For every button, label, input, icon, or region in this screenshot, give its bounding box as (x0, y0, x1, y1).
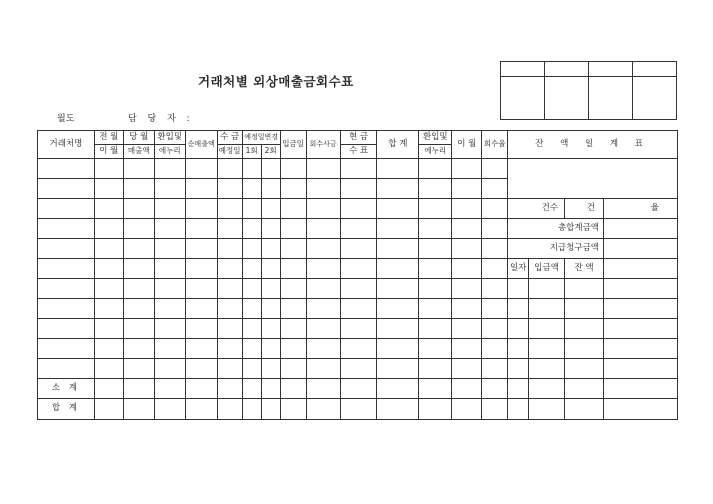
cell[interactable] (261, 379, 280, 399)
cell[interactable] (217, 359, 242, 379)
cell[interactable] (419, 379, 452, 399)
cell[interactable] (280, 259, 306, 279)
cell[interactable] (280, 319, 306, 339)
header-rate: 회수율 (482, 131, 508, 159)
cell[interactable] (340, 299, 377, 319)
cell[interactable] (123, 219, 154, 239)
header-prev-month-2: 이 월 (94, 145, 123, 159)
cell[interactable] (154, 199, 185, 219)
header-cash-2: 수 표 (340, 145, 377, 159)
cell[interactable] (217, 159, 242, 179)
cell[interactable] (123, 279, 154, 299)
cell[interactable] (306, 339, 340, 359)
cell[interactable] (217, 379, 242, 399)
cell[interactable] (154, 219, 185, 239)
cell[interactable] (280, 239, 306, 259)
balance-extra-cell[interactable] (604, 319, 678, 339)
cell[interactable] (185, 199, 217, 219)
count-label: 건수 (508, 199, 565, 219)
cell[interactable] (94, 239, 123, 259)
cell[interactable] (377, 379, 419, 399)
header-collection-amount: 회수사금 (306, 131, 340, 159)
cell[interactable] (242, 339, 261, 359)
cell[interactable] (185, 239, 217, 259)
cell[interactable] (242, 299, 261, 319)
cell[interactable] (123, 339, 154, 359)
balance-extra-cell[interactable] (604, 379, 678, 399)
header-change-1: 1회 (242, 145, 261, 159)
cell[interactable] (185, 259, 217, 279)
cell[interactable] (452, 399, 482, 420)
approval-cell[interactable] (501, 62, 545, 77)
balance-cell[interactable] (565, 319, 604, 339)
cell[interactable] (452, 359, 482, 379)
total-amount-value[interactable] (604, 219, 678, 239)
cell[interactable] (185, 379, 217, 399)
cell[interactable] (452, 199, 482, 219)
cell[interactable] (306, 379, 340, 399)
deposit-cell[interactable] (529, 319, 565, 339)
cell[interactable] (280, 299, 306, 319)
cell[interactable] (217, 279, 242, 299)
cell[interactable] (185, 359, 217, 379)
cell[interactable] (419, 239, 452, 259)
table-row (38, 299, 678, 319)
cell[interactable] (217, 319, 242, 339)
cell[interactable] (482, 359, 508, 379)
cell[interactable] (340, 239, 377, 259)
manager-label-text: 담 당 자 : (128, 114, 194, 124)
date-cell[interactable] (508, 279, 529, 299)
approval-sign-cell[interactable] (589, 77, 633, 120)
cell[interactable] (419, 159, 452, 179)
cell[interactable] (261, 239, 280, 259)
cell[interactable] (217, 299, 242, 319)
cell[interactable] (123, 199, 154, 219)
cell[interactable] (482, 219, 508, 239)
table-row (38, 339, 678, 359)
balance-extra-cell[interactable] (604, 359, 678, 379)
header-month-2: 매출액 (123, 145, 154, 159)
date-cell[interactable] (508, 319, 529, 339)
deposit-header: 입금액 (529, 259, 565, 279)
cell[interactable] (340, 339, 377, 359)
cell[interactable] (38, 199, 95, 219)
cell[interactable] (94, 199, 123, 219)
cell[interactable] (94, 259, 123, 279)
count-unit: 건 (565, 199, 604, 219)
cell[interactable] (280, 199, 306, 219)
cell[interactable] (482, 159, 508, 179)
cell[interactable] (482, 239, 508, 259)
cell[interactable] (340, 399, 377, 420)
cell[interactable] (261, 339, 280, 359)
cell[interactable] (482, 279, 508, 299)
cell[interactable] (280, 359, 306, 379)
approval-sign-cell[interactable] (633, 77, 677, 120)
balance-cell[interactable] (565, 399, 604, 420)
cell[interactable] (123, 259, 154, 279)
cell[interactable] (94, 279, 123, 299)
cell[interactable] (185, 319, 217, 339)
cell[interactable] (280, 219, 306, 239)
cell[interactable] (242, 319, 261, 339)
cell[interactable] (38, 339, 95, 359)
balance-extra-cell[interactable] (604, 279, 678, 299)
cell[interactable] (340, 159, 377, 179)
cell[interactable] (452, 179, 482, 199)
cell[interactable] (482, 179, 508, 199)
cell[interactable] (242, 399, 261, 420)
cell[interactable] (452, 339, 482, 359)
rate-unit: 율 (604, 199, 678, 219)
cell[interactable] (306, 299, 340, 319)
cell[interactable] (280, 399, 306, 420)
cell[interactable] (242, 199, 261, 219)
cell[interactable] (154, 299, 185, 319)
table-row (38, 359, 678, 379)
table-row (38, 319, 678, 339)
cell[interactable] (38, 159, 95, 179)
cell[interactable] (306, 219, 340, 239)
header-cash-1: 현 금 (340, 131, 377, 145)
cell[interactable] (306, 279, 340, 299)
table-row (38, 159, 678, 179)
cell[interactable] (280, 339, 306, 359)
cell[interactable] (94, 399, 123, 420)
cell[interactable] (38, 279, 95, 299)
cell[interactable] (38, 359, 95, 379)
cell[interactable] (482, 199, 508, 219)
header-balance-table: 잔 액 일 계 표 (508, 131, 678, 159)
cell[interactable] (185, 399, 217, 420)
cell[interactable] (261, 219, 280, 239)
cell[interactable] (242, 379, 261, 399)
cell[interactable] (261, 159, 280, 179)
cell[interactable] (340, 199, 377, 219)
cell[interactable] (123, 359, 154, 379)
cell[interactable] (419, 299, 452, 319)
balance-cell[interactable] (565, 299, 604, 319)
cell[interactable] (217, 219, 242, 239)
table-row (38, 239, 678, 259)
cell[interactable] (452, 219, 482, 239)
header-carry: 이 월 (452, 131, 482, 159)
cell[interactable] (38, 319, 95, 339)
cell[interactable] (154, 319, 185, 339)
cell[interactable] (377, 359, 419, 379)
cell[interactable] (340, 219, 377, 239)
cell[interactable] (377, 319, 419, 339)
cell[interactable] (38, 239, 95, 259)
month-label: 월도 (57, 114, 75, 124)
cell[interactable] (123, 179, 154, 199)
cell[interactable] (419, 319, 452, 339)
cell[interactable] (261, 259, 280, 279)
cell[interactable] (154, 239, 185, 259)
cell[interactable] (154, 339, 185, 359)
header-return2-1: 환입및 (419, 131, 452, 145)
cell[interactable] (340, 319, 377, 339)
cell[interactable] (377, 159, 419, 179)
total-amount-label: 총합계금액 (508, 219, 604, 239)
cell[interactable] (217, 239, 242, 259)
cell[interactable] (242, 219, 261, 239)
deposit-cell[interactable] (529, 379, 565, 399)
form-title: 거래처별 외상매출금회수표 (198, 74, 354, 89)
total-row (38, 399, 678, 420)
header-month-1: 당 월 (123, 131, 154, 145)
cell[interactable] (217, 339, 242, 359)
date-header: 일자 (508, 259, 529, 279)
table-row (38, 279, 678, 299)
header-collection-2: 예정일 (217, 145, 242, 159)
cell[interactable] (306, 179, 340, 199)
header-prev-month-1: 전 월 (94, 131, 123, 145)
table-row (38, 259, 678, 279)
header-return2-2: 에누리 (419, 145, 452, 159)
cell[interactable] (261, 299, 280, 319)
deposit-cell[interactable] (529, 359, 565, 379)
approval-cell[interactable] (633, 62, 677, 77)
cell[interactable] (242, 159, 261, 179)
cell[interactable] (217, 199, 242, 219)
payment-request-value[interactable] (604, 239, 678, 259)
cell[interactable] (452, 239, 482, 259)
cell[interactable] (38, 259, 95, 279)
cell[interactable] (306, 199, 340, 219)
cell[interactable] (123, 299, 154, 319)
cell[interactable] (306, 259, 340, 279)
cell[interactable] (185, 159, 217, 179)
cell[interactable] (377, 199, 419, 219)
approval-box (500, 61, 677, 120)
cell[interactable] (123, 159, 154, 179)
cell[interactable] (185, 179, 217, 199)
balance-cell[interactable] (565, 279, 604, 299)
cell[interactable] (377, 339, 419, 359)
cell[interactable] (94, 359, 123, 379)
cell[interactable] (185, 219, 217, 239)
cell[interactable] (377, 179, 419, 199)
cell[interactable] (340, 259, 377, 279)
cell[interactable] (452, 379, 482, 399)
collection-table (37, 130, 678, 420)
cell[interactable] (154, 279, 185, 299)
payment-request-label: 지급청구금액 (508, 239, 604, 259)
cell[interactable] (377, 239, 419, 259)
cell[interactable] (242, 179, 261, 199)
balance-extra-cell[interactable] (604, 339, 678, 359)
cell[interactable] (280, 379, 306, 399)
balance-cell[interactable] (565, 339, 604, 359)
cell[interactable] (261, 399, 280, 420)
cell[interactable] (452, 159, 482, 179)
cell[interactable] (419, 179, 452, 199)
header-net-sales: 순매출액 (185, 131, 217, 159)
approval-cell[interactable] (589, 62, 633, 77)
balance-cell[interactable] (565, 379, 604, 399)
cell[interactable] (419, 279, 452, 299)
header-return-2: 에누리 (154, 145, 185, 159)
deposit-cell[interactable] (529, 399, 565, 420)
cell[interactable] (261, 359, 280, 379)
cell[interactable] (419, 399, 452, 420)
manager-label (128, 111, 194, 124)
cell[interactable] (94, 299, 123, 319)
cell[interactable] (217, 179, 242, 199)
cell[interactable] (217, 399, 242, 420)
deposit-cell[interactable] (529, 339, 565, 359)
header-change-2: 2회 (261, 145, 280, 159)
cell[interactable] (482, 339, 508, 359)
cell[interactable] (377, 219, 419, 239)
cell[interactable] (340, 359, 377, 379)
cell[interactable] (242, 359, 261, 379)
cell[interactable] (154, 179, 185, 199)
cell[interactable] (452, 299, 482, 319)
deposit-cell[interactable] (529, 279, 565, 299)
cell[interactable] (419, 359, 452, 379)
cell[interactable] (123, 239, 154, 259)
approval-cell[interactable] (545, 62, 589, 77)
cell[interactable] (280, 159, 306, 179)
cell[interactable] (242, 259, 261, 279)
cell[interactable] (419, 219, 452, 239)
cell[interactable] (38, 299, 95, 319)
cell[interactable] (154, 159, 185, 179)
cell[interactable] (306, 359, 340, 379)
cell[interactable] (123, 399, 154, 420)
cell[interactable] (482, 299, 508, 319)
balance-extra-cell[interactable] (604, 299, 678, 319)
cell[interactable] (482, 399, 508, 420)
date-cell[interactable] (508, 399, 529, 420)
cell[interactable] (38, 179, 95, 199)
cell[interactable] (261, 319, 280, 339)
cell[interactable] (94, 179, 123, 199)
cell[interactable] (280, 179, 306, 199)
cell[interactable] (123, 379, 154, 399)
cell[interactable] (482, 259, 508, 279)
cell[interactable] (340, 379, 377, 399)
header-deposit-date: 입금일 (280, 131, 306, 159)
balance-blank-area (508, 159, 678, 199)
cell[interactable] (377, 279, 419, 299)
header-sum: 합 계 (377, 131, 419, 159)
cell[interactable] (261, 179, 280, 199)
cell[interactable] (452, 259, 482, 279)
total-label: 합 계 (38, 399, 95, 420)
cell[interactable] (340, 279, 377, 299)
balance-cell[interactable] (565, 359, 604, 379)
cell[interactable] (306, 159, 340, 179)
date-cell[interactable] (508, 299, 529, 319)
cell[interactable] (419, 259, 452, 279)
cell[interactable] (154, 379, 185, 399)
cell[interactable] (482, 379, 508, 399)
cell[interactable] (242, 279, 261, 299)
cell[interactable] (377, 399, 419, 420)
subtotal-row (38, 379, 678, 399)
approval-sign-cell[interactable] (545, 77, 589, 120)
date-cell[interactable] (508, 359, 529, 379)
cell[interactable] (452, 279, 482, 299)
header-schedule-change: 예정일변경 (242, 131, 280, 145)
header-return-1: 환입및 (154, 131, 185, 145)
cell[interactable] (306, 399, 340, 420)
cell[interactable] (419, 339, 452, 359)
header-client: 거래처명 (38, 131, 95, 159)
cell[interactable] (242, 239, 261, 259)
header-collection-1: 수 금 (217, 131, 242, 145)
cell[interactable] (280, 279, 306, 299)
cell[interactable] (185, 299, 217, 319)
cell[interactable] (185, 279, 217, 299)
cell[interactable] (261, 279, 280, 299)
cell[interactable] (94, 219, 123, 239)
cell[interactable] (340, 179, 377, 199)
cell[interactable] (452, 319, 482, 339)
cell[interactable] (154, 359, 185, 379)
date-cell[interactable] (508, 339, 529, 359)
cell[interactable] (38, 219, 95, 239)
table-row (38, 219, 678, 239)
cell[interactable] (482, 319, 508, 339)
cell[interactable] (94, 379, 123, 399)
cell[interactable] (306, 319, 340, 339)
date-cell[interactable] (508, 379, 529, 399)
approval-sign-cell[interactable] (501, 77, 545, 120)
cell[interactable] (94, 159, 123, 179)
cell[interactable] (94, 319, 123, 339)
cell[interactable] (377, 259, 419, 279)
cell[interactable] (154, 259, 185, 279)
cell[interactable] (185, 339, 217, 359)
subtotal-label: 소 계 (38, 379, 95, 399)
cell[interactable] (154, 399, 185, 420)
cell[interactable] (377, 299, 419, 319)
table-row (38, 199, 678, 219)
cell[interactable] (94, 339, 123, 359)
deposit-cell[interactable] (529, 299, 565, 319)
cell[interactable] (306, 239, 340, 259)
cell[interactable] (261, 199, 280, 219)
balance-header-blank (604, 259, 678, 279)
cell[interactable] (123, 319, 154, 339)
cell[interactable] (419, 199, 452, 219)
balance-extra-cell[interactable] (604, 399, 678, 420)
cell[interactable] (217, 259, 242, 279)
balance-header: 잔 액 (565, 259, 604, 279)
